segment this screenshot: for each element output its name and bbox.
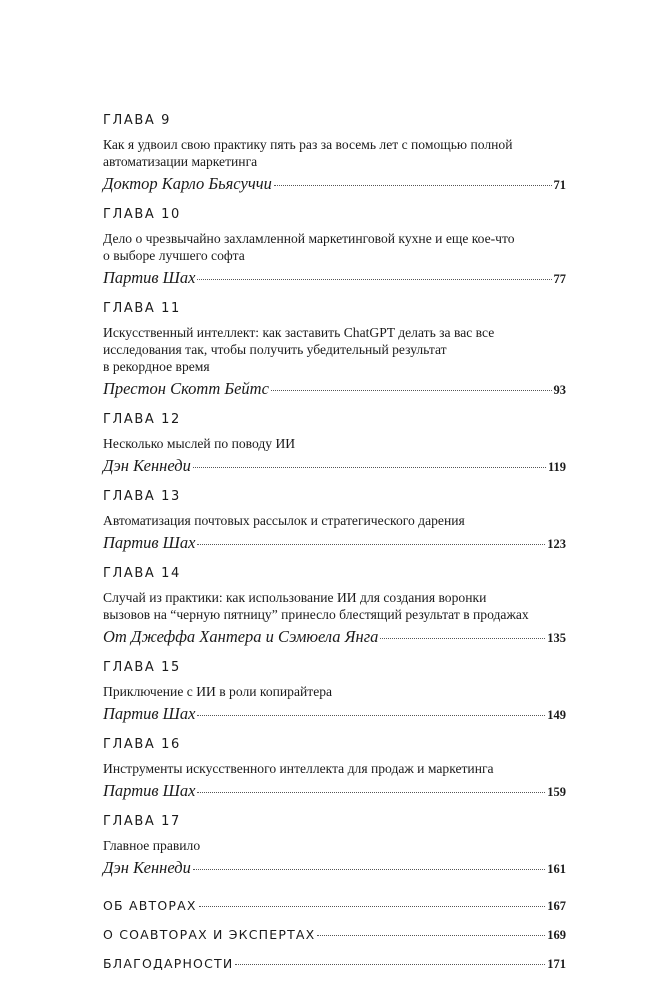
author-line — [103, 533, 566, 553]
page-number: 93 — [553, 383, 566, 397]
chapter-label: ГЛАВА 10 — [103, 207, 181, 222]
page-number: 161 — [547, 862, 566, 876]
chapter-label: ГЛАВА 16 — [103, 737, 181, 752]
chapter-label: ГЛАВА 13 — [103, 489, 181, 504]
chapter-label: ГЛАВА 12 — [103, 412, 181, 427]
chapter-author: Партив Шах — [103, 533, 196, 552]
author-line — [103, 456, 566, 476]
page-number: 169 — [547, 928, 566, 942]
dot-leader — [274, 185, 552, 186]
author-line — [103, 268, 566, 288]
toc-chapter-entry — [103, 814, 566, 878]
dot-leader — [199, 906, 546, 907]
chapter-author: Партив Шах — [103, 704, 196, 723]
toc-chapter-entry — [103, 412, 566, 476]
toc-chapter-entry — [103, 566, 566, 647]
chapter-title-line: Приключение с ИИ в роли копирайтера — [103, 684, 333, 699]
chapter-title-line: Инструменты искусственного интеллекта для продаж и маркетинга — [103, 761, 494, 776]
chapter-list — [103, 113, 566, 878]
chapter-title — [103, 136, 566, 170]
dot-leader — [317, 935, 545, 936]
dot-leader — [193, 467, 546, 468]
chapter-title — [103, 230, 566, 264]
toc-back-entry — [103, 927, 566, 956]
dot-leader — [197, 715, 545, 716]
page-number: 71 — [553, 178, 566, 192]
toc-chapter-entry — [103, 301, 566, 399]
chapter-title-line: автоматизации маркетинга — [103, 154, 258, 169]
page-number: 123 — [547, 537, 566, 551]
dot-leader — [197, 544, 545, 545]
chapter-title-line: в рекордное время — [103, 359, 210, 374]
toc-chapter-entry — [103, 113, 566, 194]
chapter-author: Престон Скотт Бейтс — [103, 379, 269, 398]
toc-chapter-entry — [103, 489, 566, 553]
page-number: 77 — [553, 272, 566, 286]
chapter-title-line: Дело о чрезвычайно захламленной маркетинговой кухне и еще кое-что — [103, 231, 515, 246]
chapter-label: ГЛАВА 9 — [103, 113, 172, 128]
author-line — [103, 379, 566, 399]
toc-chapter-entry — [103, 207, 566, 288]
dot-leader — [380, 638, 545, 639]
chapter-title — [103, 512, 566, 529]
author-line — [103, 174, 566, 194]
toc-chapter-entry — [103, 737, 566, 801]
chapter-title-line: вызовов на “черную пятницу” принесло блестящий результат в продажах — [103, 607, 529, 622]
chapter-author: Партив Шах — [103, 781, 196, 800]
chapter-title — [103, 837, 566, 854]
page-number: 171 — [547, 957, 566, 971]
chapter-title — [103, 589, 566, 623]
chapter-author: От Джеффа Хантера и Сэмюела Янга — [103, 627, 379, 646]
toc-chapter-entry — [103, 660, 566, 724]
back-matter-label: О СОАВТОРАХ И ЭКСПЕРТАХ — [103, 927, 316, 942]
chapter-title-line: Искусственный интеллект: как заставить ChatGPT делать за вас все — [103, 325, 495, 340]
chapter-title — [103, 324, 566, 375]
dot-leader — [197, 792, 545, 793]
dot-leader — [197, 279, 551, 280]
chapter-label: ГЛАВА 14 — [103, 566, 181, 581]
page-number: 119 — [547, 460, 566, 474]
chapter-title — [103, 435, 566, 452]
chapter-author: Партив Шах — [103, 268, 196, 287]
back-matter-label: ОБ АВТОРАХ — [103, 898, 197, 913]
table-of-contents — [103, 113, 566, 985]
toc-back-entry — [103, 956, 566, 985]
chapter-label: ГЛАВА 17 — [103, 814, 181, 829]
page-number: 159 — [547, 785, 566, 799]
dot-leader — [193, 869, 545, 870]
dot-leader — [271, 390, 552, 391]
author-line — [103, 781, 566, 801]
chapter-title-line: Автоматизация почтовых рассылок и стратегического дарения — [103, 513, 465, 528]
back-matter-list — [103, 898, 566, 985]
chapter-label: ГЛАВА 15 — [103, 660, 181, 675]
page-number: 135 — [547, 631, 566, 645]
page-number: 149 — [547, 708, 566, 722]
chapter-title-line: Случай из практики: как использование ИИ для создания воронки — [103, 590, 487, 605]
chapter-author: Доктор Карло Бьясуччи — [103, 174, 272, 193]
chapter-title-line: Несколько мыслей по поводу ИИ — [103, 436, 296, 451]
chapter-title-line: Как я удвоил свою практику пять раз за восемь лет с помощью полной — [103, 137, 513, 152]
author-line — [103, 627, 566, 647]
toc-back-entry — [103, 898, 566, 927]
back-matter-label: БЛАГОДАРНОСТИ — [103, 956, 234, 971]
author-line — [103, 858, 566, 878]
chapter-author: Дэн Кеннеди — [103, 456, 191, 475]
chapter-title-line: Главное правило — [103, 838, 201, 853]
page-number: 167 — [547, 899, 566, 913]
chapter-label: ГЛАВА 11 — [103, 301, 181, 316]
author-line — [103, 704, 566, 724]
chapter-title — [103, 683, 566, 700]
chapter-author: Дэн Кеннеди — [103, 858, 191, 877]
chapter-title-line: о выборе лучшего софта — [103, 248, 245, 263]
chapter-title — [103, 760, 566, 777]
dot-leader — [235, 964, 545, 965]
chapter-title-line: исследования так, чтобы получить убедительный результат — [103, 342, 447, 357]
